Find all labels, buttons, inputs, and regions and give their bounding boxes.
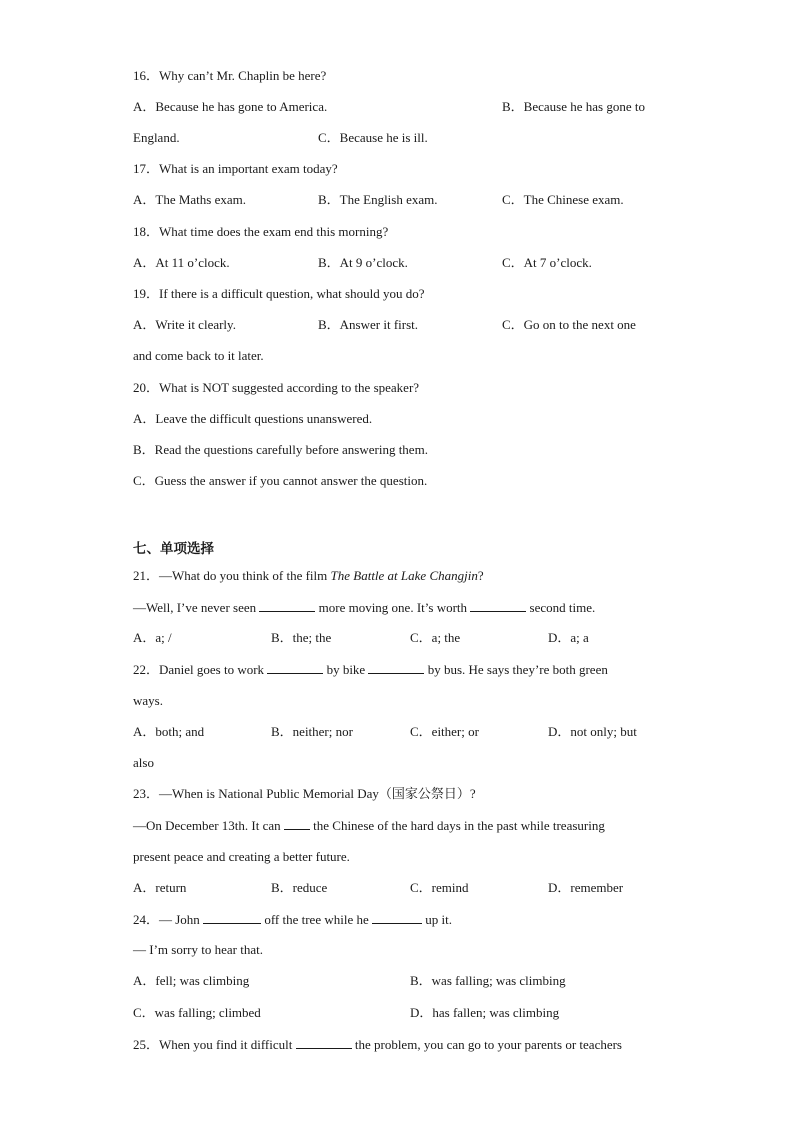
q19-option-b[interactable]: B．Answer it first. [318, 317, 419, 332]
q21-line2 [133, 599, 595, 616]
q18-option-a[interactable]: A．At 11 o’clock. [133, 255, 230, 270]
q20-option-c[interactable]: C．Guess the answer if you cannot answer the question. [133, 473, 428, 488]
answer-blank[interactable] [372, 911, 422, 924]
q18-option-b[interactable]: B．At 9 o’clock. [318, 255, 408, 270]
q24-option-a[interactable]: A．fell; was climbing [133, 973, 250, 988]
q23-line2 [133, 817, 605, 834]
q16-option-b[interactable]: B．Because he has gone to [502, 99, 645, 114]
q23-line2-a: —On December 13th. It can [133, 818, 284, 833]
q22-option-a[interactable]: A．both; and [133, 724, 205, 739]
q21-option-b[interactable]: B．the; the [271, 630, 332, 645]
q22-option-c[interactable]: C．either; or [410, 724, 479, 739]
q21-stem [133, 568, 484, 584]
q23-option-b[interactable]: B．reduce [271, 880, 328, 895]
q23-stem: 23．—When is National Public Memorial Day（国家公祭日）? [133, 786, 476, 801]
q16-option-b-cont: England. [133, 130, 180, 145]
q24-stem-b: off the tree while he [261, 912, 373, 927]
q21-line2-b: more moving one. It’s worth [315, 600, 471, 615]
q16-option-c[interactable]: C．Because he is ill. [318, 130, 428, 145]
answer-blank[interactable] [203, 911, 261, 924]
q17-option-b[interactable]: B．The English exam. [318, 192, 438, 207]
q21-option-c[interactable]: C．a; the [410, 630, 461, 645]
q22-stem-cont: ways. [133, 693, 163, 708]
q22-stem-a: 22．Daniel goes to work [133, 662, 268, 677]
q22-option-d-cont: also [133, 755, 154, 770]
q25-stem-b: the problem, you can go to your parents or teachers [351, 1037, 622, 1052]
q24-reply: — I’m sorry to hear that. [133, 942, 263, 957]
q23-option-a[interactable]: A．return [133, 880, 187, 895]
q22-stem-b: by bike [323, 662, 369, 677]
q23-option-d[interactable]: D．remember [548, 880, 624, 895]
q21-option-d[interactable]: D．a; a [548, 630, 589, 645]
q22-option-d[interactable]: D．not only; but [548, 724, 637, 739]
q23-line3: present peace and creating a better future. [133, 849, 350, 864]
q19-option-c[interactable]: C．Go on to the next one [502, 317, 636, 332]
q18-stem: 18．What time does the exam end this morning? [133, 224, 389, 239]
section-7-title: 七、单项选择 [133, 541, 214, 557]
q17-option-a[interactable]: A．The Maths exam. [133, 192, 247, 207]
q21-stem-post: ? [477, 568, 484, 583]
answer-blank[interactable] [296, 1036, 352, 1049]
q16-option-a[interactable]: A．Because he has gone to America. [133, 99, 328, 114]
q24-stem [133, 911, 452, 928]
answer-blank[interactable] [284, 817, 310, 830]
q17-option-c[interactable]: C．The Chinese exam. [502, 192, 624, 207]
q16-stem: 16．Why can’t Mr. Chaplin be here? [133, 68, 327, 83]
q22-stem-c: by bus. He says they’re both green [424, 662, 608, 677]
q21-option-a[interactable]: A．a; / [133, 630, 172, 645]
q25-stem [133, 1036, 622, 1053]
q17-stem: 17．What is an important exam today? [133, 161, 338, 176]
q24-stem-c: up it. [422, 912, 452, 927]
q20-option-b[interactable]: B．Read the questions carefully before answering them. [133, 442, 428, 457]
q18-option-c[interactable]: C．At 7 o’clock. [502, 255, 592, 270]
q24-option-d[interactable]: D．has fallen; was climbing [410, 1005, 560, 1020]
answer-blank[interactable] [259, 599, 315, 612]
q21-line2-a: —Well, I’ve never seen [133, 600, 260, 615]
q23-line2-b: the Chinese of the hard days in the past while treasuring [309, 818, 605, 833]
q22-stem [133, 661, 608, 678]
q22-option-b[interactable]: B．neither; nor [271, 724, 353, 739]
q21-stem-pre: 21．—What do you think of the film [133, 568, 331, 583]
q24-option-c[interactable]: C．was falling; climbed [133, 1005, 261, 1020]
q24-stem-a: 24．— John [133, 912, 204, 927]
q25-stem-a: 25．When you find it difficult [133, 1037, 296, 1052]
q19-option-a[interactable]: A．Write it clearly. [133, 317, 236, 332]
q19-option-c-cont: and come back to it later. [133, 348, 264, 363]
answer-blank[interactable] [470, 599, 526, 612]
q21-film-title: The Battle at Lake Changjin [330, 568, 478, 583]
q20-stem: 20．What is NOT suggested according to the speaker? [133, 380, 420, 395]
answer-blank[interactable] [267, 661, 323, 674]
answer-blank[interactable] [368, 661, 424, 674]
q20-option-a[interactable]: A．Leave the difficult questions unanswered. [133, 411, 373, 426]
q19-stem: 19．If there is a difficult question, what should you do? [133, 286, 425, 301]
q21-line2-c: second time. [526, 600, 596, 615]
q23-option-c[interactable]: C．remind [410, 880, 469, 895]
q24-option-b[interactable]: B．was falling; was climbing [410, 973, 566, 988]
